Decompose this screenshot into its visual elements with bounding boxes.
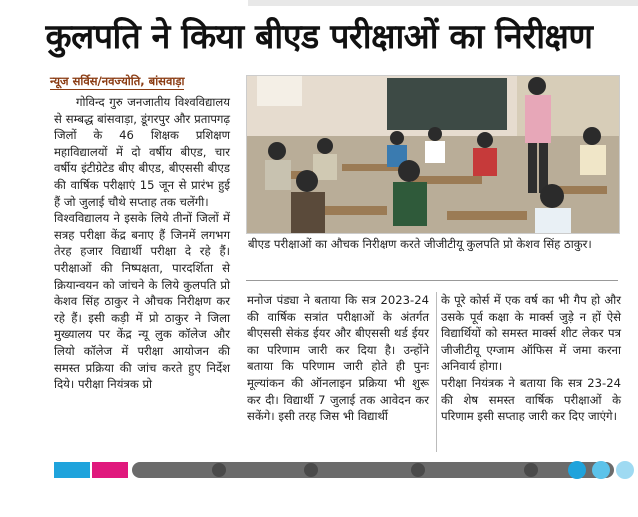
footer-dot [524,463,538,477]
byline: न्यूज सर्विस/नवज्योति, बांसवाड़ा [50,74,185,88]
article-column-3 [441,292,621,425]
footer-pink-block [92,462,128,478]
footer-dot [212,463,226,477]
decorative-footer-bar [54,458,638,482]
article-column-1 [54,94,230,393]
footer-gray-bar [132,462,614,478]
footer-blue-dot [568,461,586,479]
article-paragraph: मनोज पंड्या ने बताया कि सत्र 2023-24 की वार्षिक सत्रांत परीक्षाओं के अंतर्गत बीएससी सेकंड ईयर और बीएससी थर्ड ईयर का परिणाम जारी कर दिया है। उन्होंने बताया कि परिणाम जारी होते ही पुनः मूल्यांकन की ऑनलाइन प्रक्रिया भी शुरू कर दी। विद्यार्थी 7 जुलाई तक आवेदन कर सकेंगे। इसी तरह जिस भी विद्यार्थी [247,293,429,424]
headline: कुलपति ने किया बीएड परीक्षाओं का निरीक्षण [45,17,593,57]
top-strip [248,0,638,6]
photo-caption: बीएड परीक्षाओं का औचक निरीक्षण करते जीजीटीयू कुलपति प्रो केशव सिंह ठाकुर। [248,237,592,251]
article-column-2 [247,292,429,425]
news-photo [246,75,620,234]
footer-blue-block [54,462,90,478]
article-paragraph: के पूरे कोर्स में एक वर्ष का भी गैप हो और उसके पूर्व कक्षा के मार्क्स जुड़े न हों ऐसे विद्यार्थियों को समस्त मार्क्स शीट लेकर पत्र जीजीटीयू एग्जाम ऑफिस में जमा करना अनिवार्य होगा। [441,293,621,374]
footer-dot [304,463,318,477]
column-divider [436,292,437,452]
divider [246,280,618,281]
footer-blue-dot [616,461,634,479]
footer-dot [411,463,425,477]
article-paragraph: परीक्षा नियंत्रक ने बताया कि सत्र 23-24 की शेष समस्त वार्षिक परीक्षाओं के परिणाम इसी सप्ताह जारी कर दिए जाएंगे। [441,375,621,424]
article-paragraph: विश्वविद्यालय ने इसके लिये तीनों जिलों में सत्रह परीक्षा केंद्र बनाए हैं जिनमें लगभग तेरह हजार विद्यार्थी परीक्षा दे रहे हैं। परीक्षाओं की निष्पक्षता, पारदर्शिता से क्रियान्वयन को जांचने के लिये कुलपति प्रो केशव सिंह ठाकुर ने औचक निरीक्षण कर रहे हैं। इसी कड़ी में प्रो ठाकुर ने जिला मुख्यालय पर केंद्र न्यू लुक कॉलेज और लियो कॉलेज में परीक्षा आयोजन की समस्त प्रक्रिया की जांच करते हुए निर्देश दिये। परीक्षा नियंत्रक प्रो [54,211,230,392]
footer-blue-dot [592,461,610,479]
classroom-photo-illustration [247,76,619,233]
article-paragraph: गोविन्द गुरु जनजातीय विश्वविद्यालय से सम्बद्ध बांसवाड़ा, डूंगरपुर और प्रतापगढ़ जिलों के 46 शिक्षक प्रशिक्षण महाविद्यालयों में दो वर्षीय बीएड, चार वर्षीय इंटीग्रेटेड बीए बीएड, बीएससी बीएड की वार्षिक परीक्षाएं 15 जून से प्रारंभ हुई हैं जो जुलाई चौथे सप्ताह तक चलेंगी। [54,95,230,209]
